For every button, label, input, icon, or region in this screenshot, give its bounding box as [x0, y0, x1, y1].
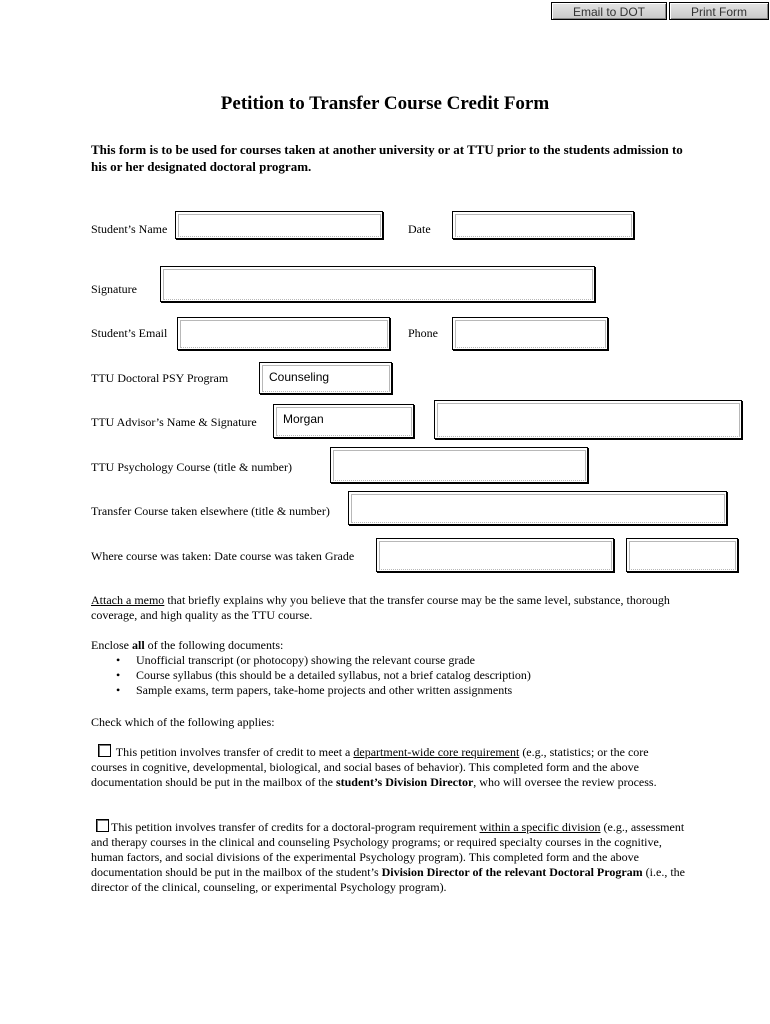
program-label: TTU Doctoral PSY Program	[91, 371, 229, 385]
advisor-label: TTU Advisor’s Name & Signature	[91, 415, 257, 429]
list-item: • Sample exams, term papers, take-home projects and other written assignments	[91, 683, 681, 698]
form-title: Petition to Transfer Course Credit Form	[220, 93, 550, 114]
enclose-section	[91, 638, 681, 698]
phone-field[interactable]	[452, 317, 608, 350]
student-email-field[interactable]	[177, 317, 390, 350]
transfer-course-label: Transfer Course taken elsewhere (title & number)	[91, 504, 330, 518]
ttu-course-field[interactable]	[330, 447, 588, 483]
where-taken-label: Where course was taken: Date course was taken Grade	[91, 549, 355, 563]
date-label: Date	[408, 222, 431, 236]
signature-label: Signature	[91, 282, 137, 296]
enclose-heading: Enclose all of the following documents:	[91, 638, 284, 652]
option-core-requirement: This petition involves transfer of credit to meet a department-wide core requirement (e.g., statistics; or the core courses in cognitive, developmental, biological, and social bases of behavior). This completed form and the above documentation should be put in the mailbox of the student’s Division Director, who will oversee the review process.	[91, 745, 657, 789]
attach-memo-link: Attach a memo	[91, 593, 165, 607]
check-heading: Check which of the following applies:	[91, 715, 275, 729]
division-requirement-checkbox[interactable]	[96, 819, 109, 832]
student-name-field[interactable]	[175, 211, 383, 239]
signature-field[interactable]	[160, 266, 595, 302]
grade-field[interactable]	[626, 538, 738, 572]
advisor-signature-field[interactable]	[434, 400, 742, 439]
memo-text: that briefly explains why you believe that the transfer course may be the same level, substance, thorough coverage, and high quality as the TTU course.	[91, 593, 670, 622]
transfer-course-field[interactable]	[348, 491, 727, 525]
advisor-value: Morgan	[283, 412, 324, 426]
memo-paragraph	[91, 593, 681, 623]
list-item: • Course syllabus (this should be a detailed syllabus, not a brief catalog description)	[91, 668, 681, 683]
student-name-label: Student’s Name	[91, 222, 168, 236]
where-date-field[interactable]	[376, 538, 614, 572]
date-field[interactable]	[452, 211, 634, 239]
core-requirement-checkbox[interactable]	[98, 744, 111, 757]
intro-text: This form is to be used for courses taken at another university or at TTU prior to the students admission to his or her designated doctoral program.	[91, 142, 683, 174]
email-to-dot-button[interactable]: Email to DOT	[551, 2, 667, 20]
student-email-label: Student’s Email	[91, 326, 168, 340]
list-item: • Unofficial transcript (or photocopy) showing the relevant course grade	[91, 653, 681, 668]
program-value: Counseling	[269, 370, 330, 384]
document-list	[91, 653, 681, 698]
option-division-requirement: This petition involves transfer of credits for a doctoral-program requirement within a specific division (e.g., assessment and therapy courses in the clinical and counseling Psychology programs; or required specialty courses in the cognitive, human factors, and social divisions of the experimental Psychology program). This completed form and the above documentation should be put in the mailbox of the student’s Division Director of the relevant Doctoral Program (i.e., the director of the clinical, counseling, or experimental Psychology program).	[91, 820, 685, 894]
print-form-button[interactable]: Print Form	[669, 2, 769, 20]
ttu-course-label: TTU Psychology Course (title & number)	[91, 460, 292, 474]
advisor-name-field[interactable]	[273, 404, 414, 438]
program-field[interactable]	[259, 362, 392, 394]
phone-label: Phone	[408, 326, 438, 340]
